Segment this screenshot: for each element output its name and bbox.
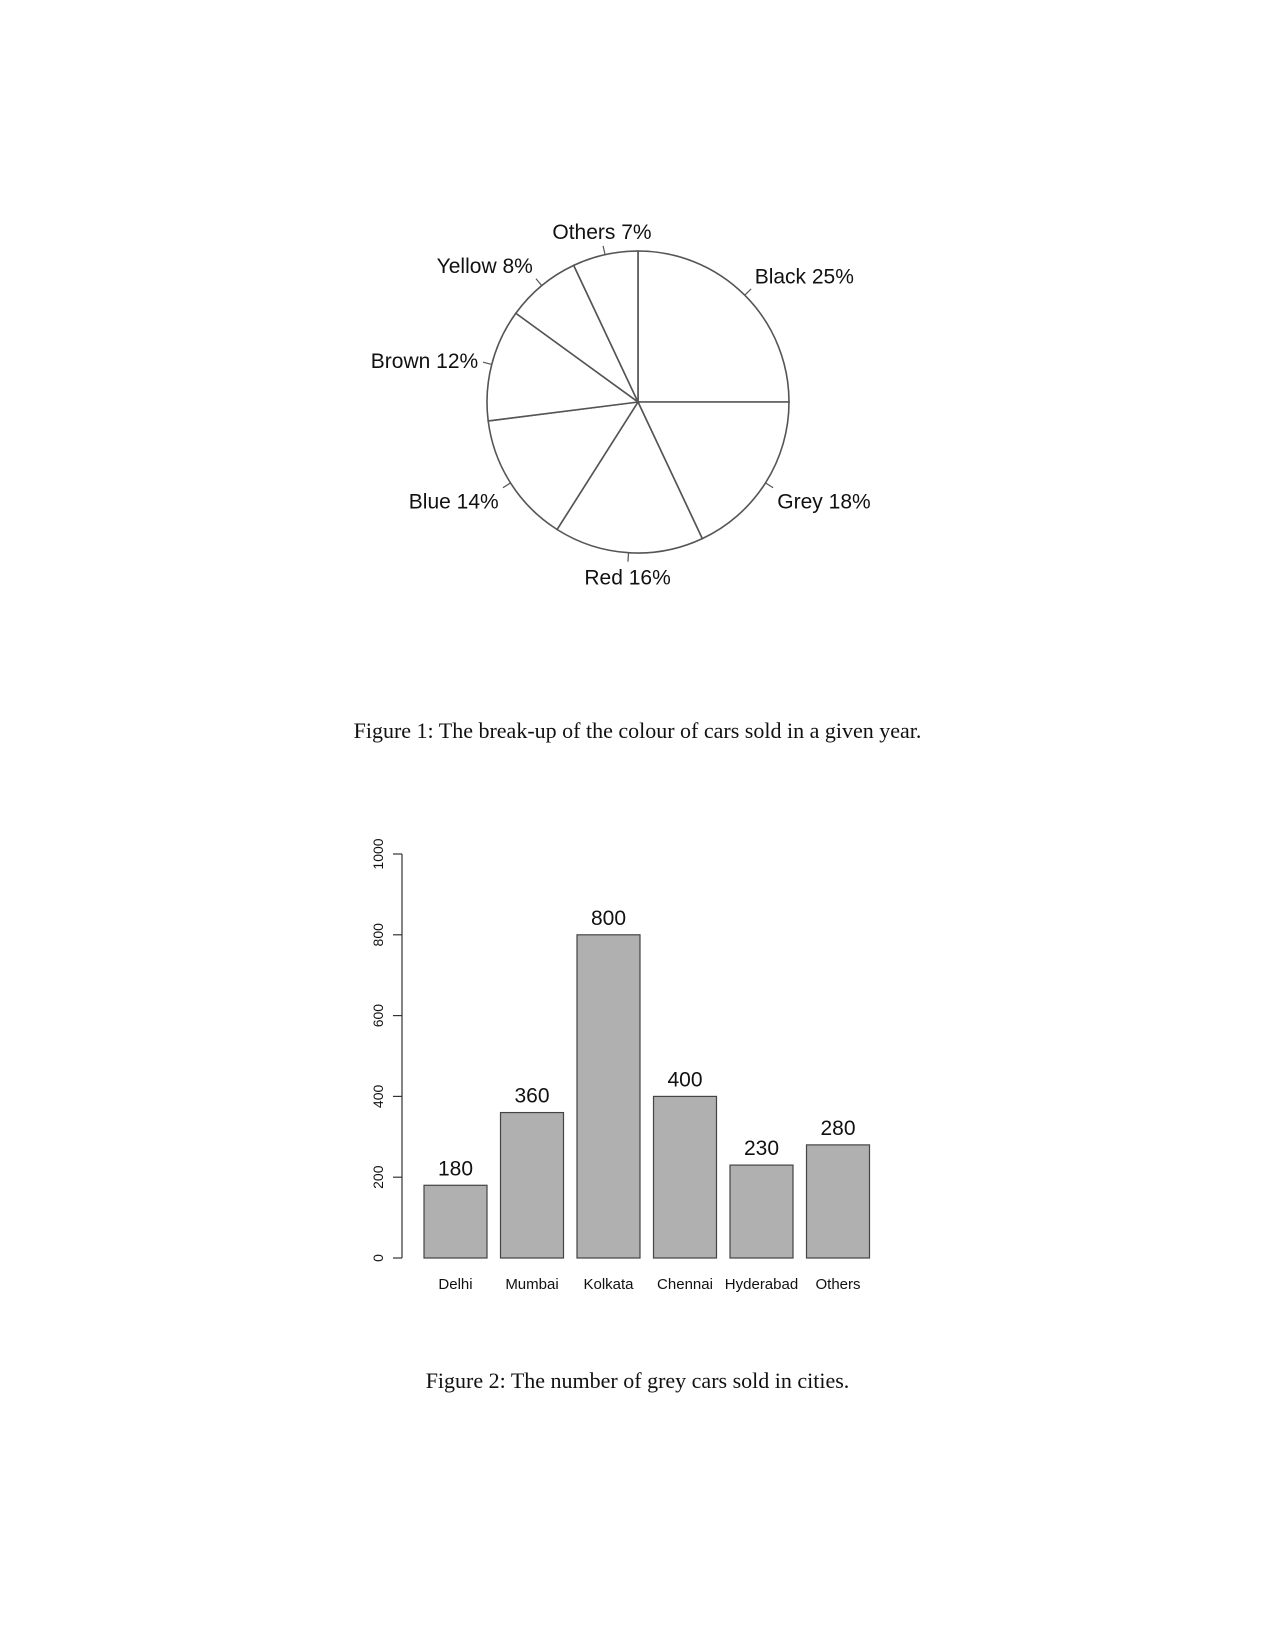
bar-value-label-others: 280 [820,1116,856,1140]
y-tick-label: 200 [370,1165,386,1189]
pie-tick-red [628,553,629,562]
pie-tick-blue [503,483,511,488]
y-tick-label: 400 [370,1084,386,1109]
pie-tick-grey [765,483,773,488]
x-category-label-mumbai: Mumbai [505,1276,559,1293]
y-tick-label: 600 [370,1003,386,1028]
pie-label-blue: Blue 14% [408,490,499,514]
pie-tick-yellow [536,279,542,286]
pie-label-yellow: Yellow 8% [436,254,533,278]
bar-mumbai [501,1113,564,1258]
bar-value-label-kolkata: 800 [590,906,627,930]
pie-label-others: Others 7% [552,221,652,244]
y-tick-label: 1000 [370,838,386,870]
pie-label-red: Red 16% [584,566,671,590]
pie-tick-brown [483,362,492,364]
pie-label-black: Black 25% [754,265,854,289]
pie-label-grey: Grey 18% [777,490,871,514]
bar-delhi [424,1185,487,1258]
bar-value-label-delhi: 180 [437,1157,474,1181]
y-tick-label: 800 [370,923,386,947]
figure-2-caption: Figure 2: The number of grey cars sold in cities. [425,1368,850,1393]
y-tick-label: 0 [370,1254,386,1262]
x-category-label-delhi: Delhi [438,1276,473,1293]
bar-others [807,1145,870,1258]
bar-value-label-hyderabad: 230 [743,1137,780,1161]
bar-hyderabad [730,1165,793,1258]
pie-figure [0,220,1275,620]
pie-tick-others [603,246,605,255]
x-category-label-hyderabad: Hyderabad [724,1276,799,1293]
x-category-label-kolkata: Kolkata [583,1276,634,1293]
bar-chennai [654,1096,717,1258]
figure-1-caption: Figure 1: The break-up of the colour of cars sold in a given year. [353,718,922,743]
pie-label-brown: Brown 12% [370,350,479,373]
bar-value-label-chennai: 400 [667,1068,703,1092]
bar-chart [0,830,1275,1370]
pie-tick-black [745,289,751,295]
bar-figure [0,830,1275,1370]
x-category-label-chennai: Chennai [657,1276,713,1293]
bar-kolkata [577,935,640,1258]
pie-chart [0,220,1275,620]
x-category-label-others: Others [815,1276,861,1293]
bar-value-label-mumbai: 360 [514,1084,550,1108]
